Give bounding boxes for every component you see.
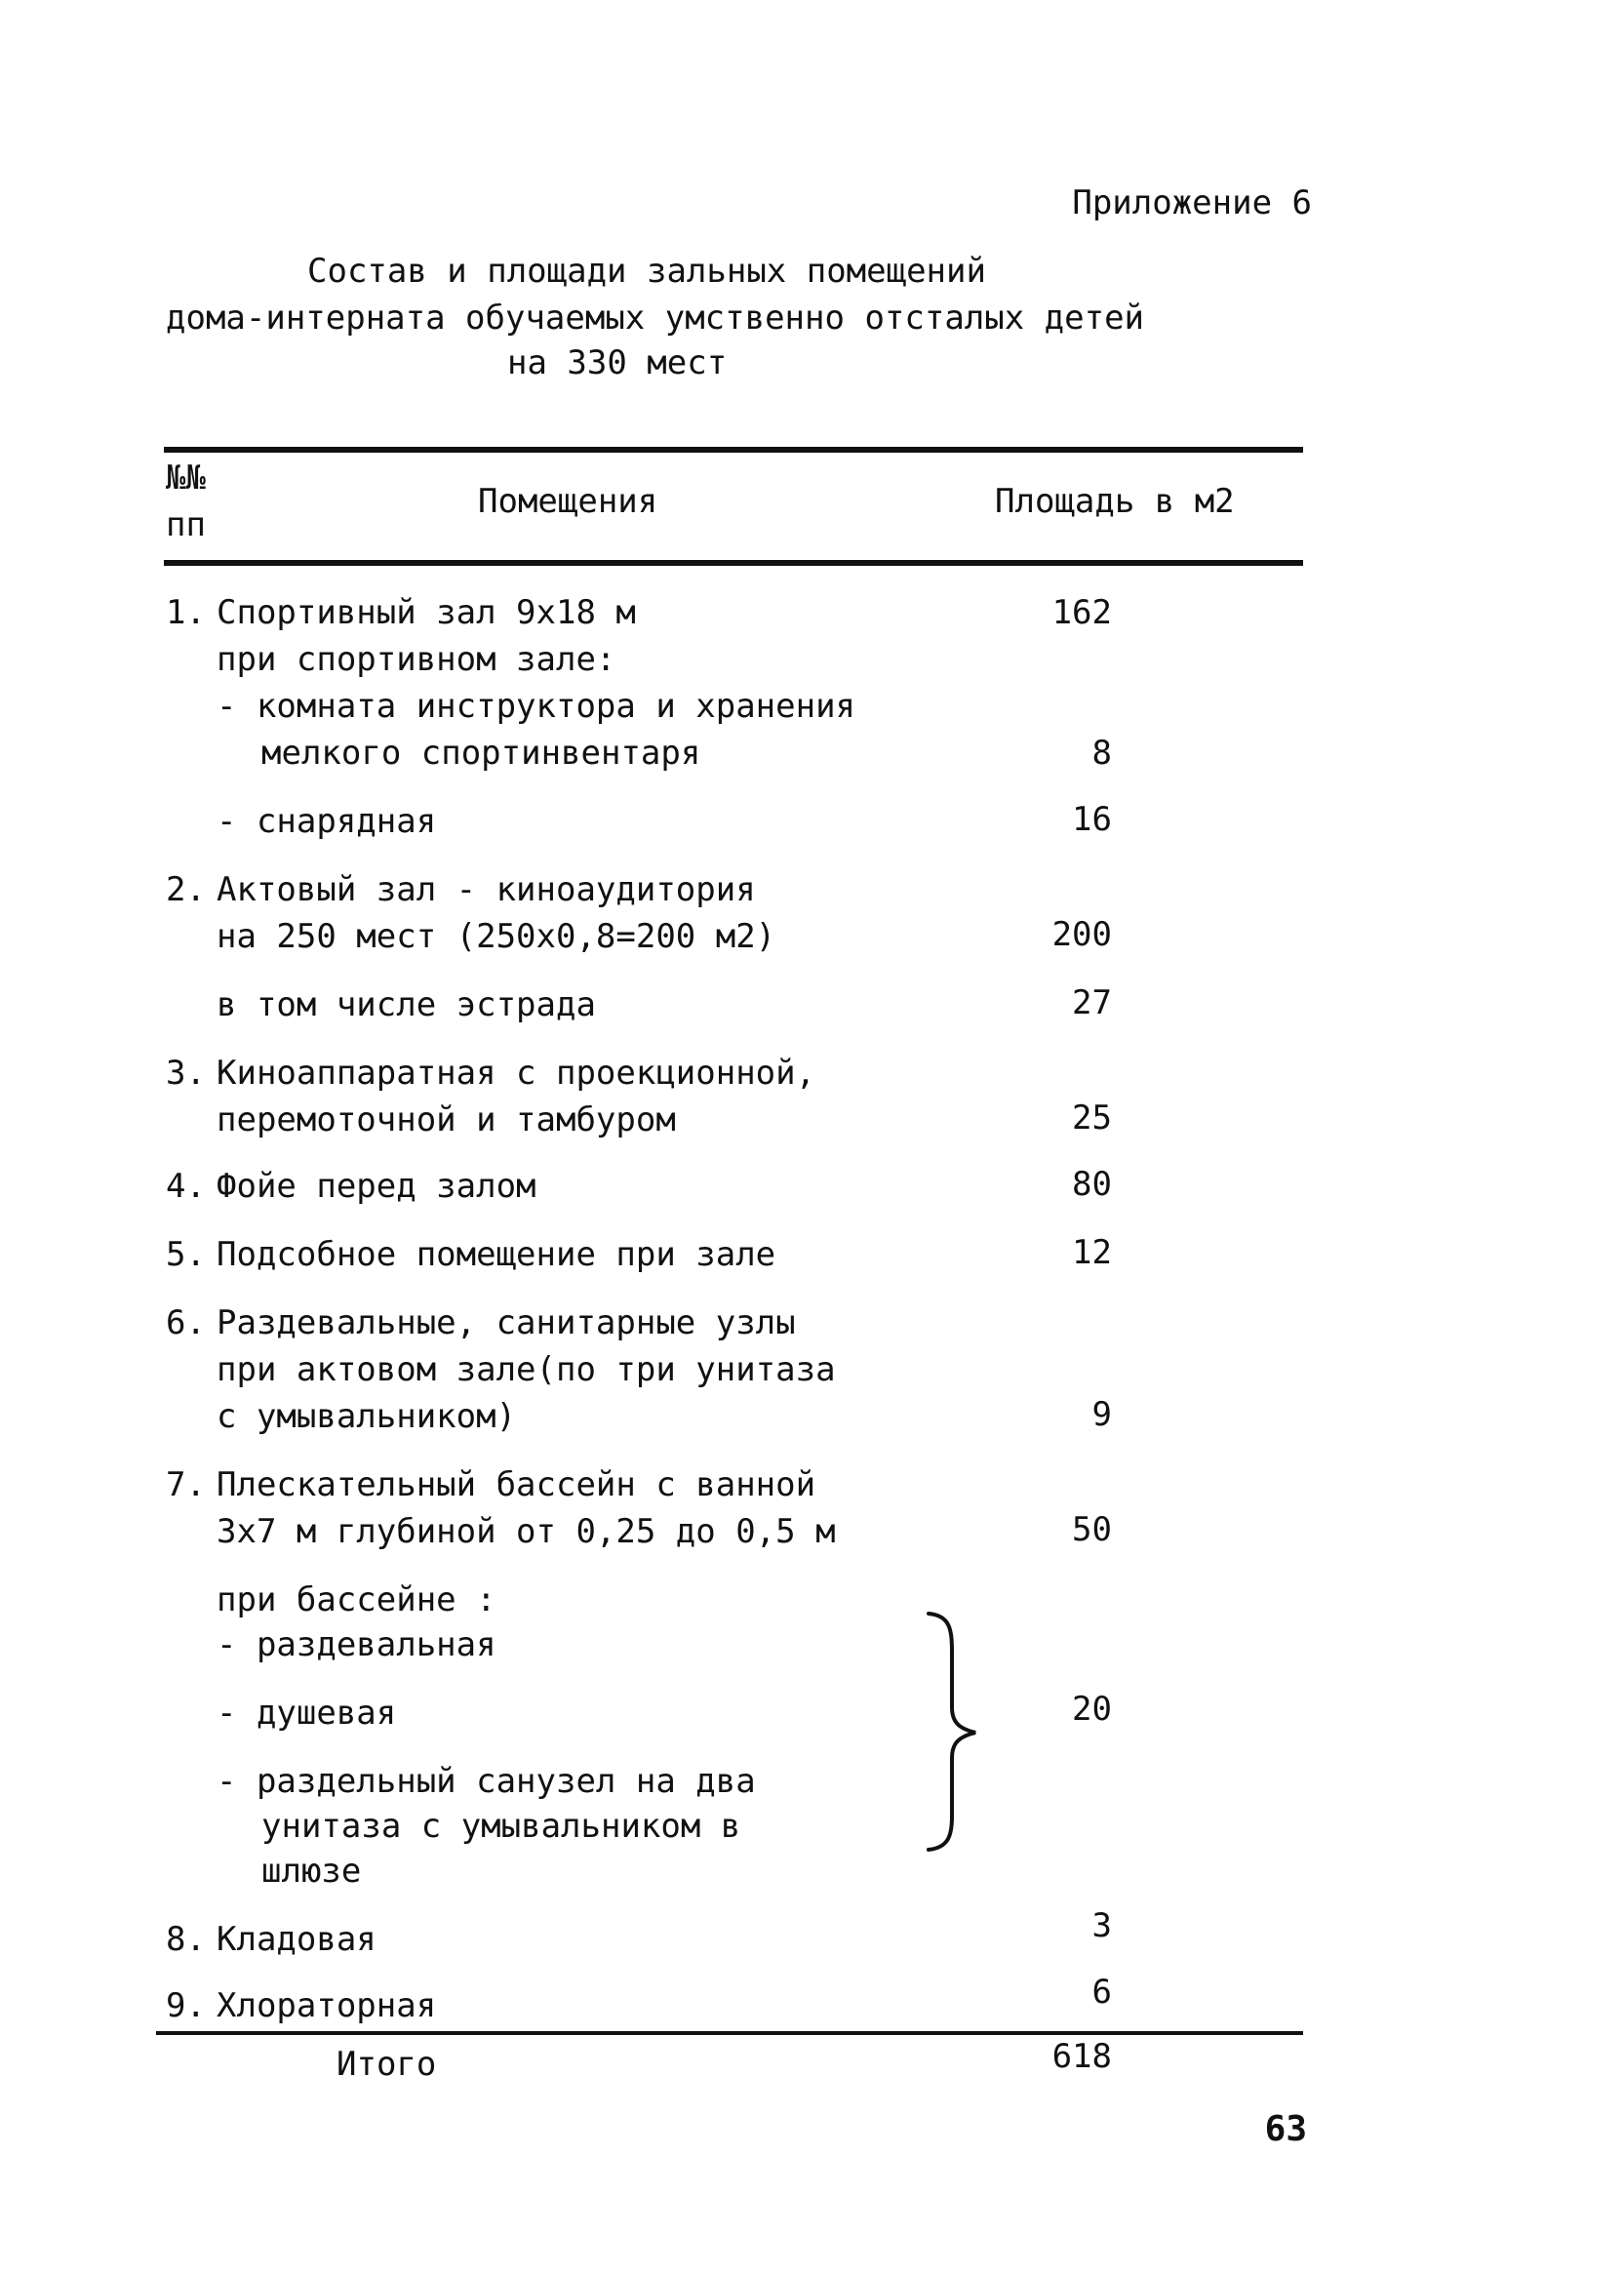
row-text: унитаза с умывальником в [261,1807,741,1846]
row-area: 9 [1091,1395,1112,1434]
title-line-3: на 330 мест [507,343,728,382]
row-text: при актовом зале(по три унитаза [217,1350,836,1389]
row-number: 7. [166,1465,206,1504]
row-text: Спортивный зал 9х18 м [217,593,636,632]
total-value: 618 [1051,2037,1112,2076]
header-number-symbol: №№ [166,459,206,498]
row-number: 8. [166,1920,206,1959]
appendix-label: Приложение 6 [1072,183,1312,222]
row-text: Фойе перед залом [217,1167,536,1206]
row-text: перемоточной и тамбуром [217,1100,676,1139]
page-number: 63 [1264,2109,1307,2149]
row-text: - раздельный санузел на два [217,1762,756,1801]
row-area: 80 [1072,1165,1112,1204]
row-text: Хлораторная [217,1986,437,2025]
row-text: Плескательный бассейн с ванной [217,1465,816,1504]
row-text: - раздевальная [217,1625,496,1664]
row-number: 9. [166,1986,206,2025]
row-number: 2. [166,870,206,909]
row-area: 162 [1051,593,1112,632]
header-area: Площадь в м2 [995,482,1235,521]
row-area: 50 [1072,1510,1112,1549]
row-text: Актовый зал - киноаудитория [217,870,756,909]
row-area: 27 [1072,983,1112,1022]
row-area: 25 [1072,1098,1112,1138]
row-text: мелкого спортинвентаря [261,734,701,773]
row-text: Раздевальные, санитарные узлы [217,1303,796,1342]
total-label: Итого [337,2045,437,2084]
row-text: - душевая [217,1694,397,1733]
row-text: в том числе эстрада [217,985,596,1024]
row-text: на 250 мест (250х0,8=200 м2) [217,917,776,956]
title-line-1: Состав и площади зальных помещений [307,252,986,291]
row-text: - комната инструктора и хранения [217,687,856,726]
row-area: 200 [1051,915,1112,954]
row-text: Киноаппаратная с проекционной, [217,1054,816,1093]
row-area: 8 [1091,734,1112,773]
table-header-rule [164,560,1303,566]
row-text: - снарядная [217,802,437,841]
title-line-2: дома-интерната обучаемых умственно отсталых детей [166,299,1145,338]
row-area: 16 [1072,800,1112,839]
row-number: 4. [166,1167,206,1206]
curly-brace-icon [925,1610,983,1854]
row-text: при спортивном зале: [217,640,616,679]
row-area: 12 [1072,1233,1112,1272]
table-total-rule [156,2031,1303,2035]
row-area: 6 [1091,1973,1112,2012]
table-top-rule [164,447,1303,453]
row-text: шлюзе [261,1852,362,1891]
row-number: 3. [166,1054,206,1093]
row-text: 3х7 м глубиной от 0,25 до 0,5 м [217,1512,836,1551]
row-text: при бассейне : [217,1580,496,1619]
row-number: 6. [166,1303,206,1342]
header-number-abbrev: пп [166,505,206,544]
row-text: Подсобное помещение при зале [217,1235,776,1274]
header-rooms: Помещения [478,482,658,521]
row-area: 20 [1072,1690,1112,1729]
row-text: с умывальником) [217,1397,517,1436]
row-number: 5. [166,1235,206,1274]
row-text: Кладовая [217,1920,376,1959]
row-area: 3 [1091,1906,1112,1945]
row-number: 1. [166,593,206,632]
